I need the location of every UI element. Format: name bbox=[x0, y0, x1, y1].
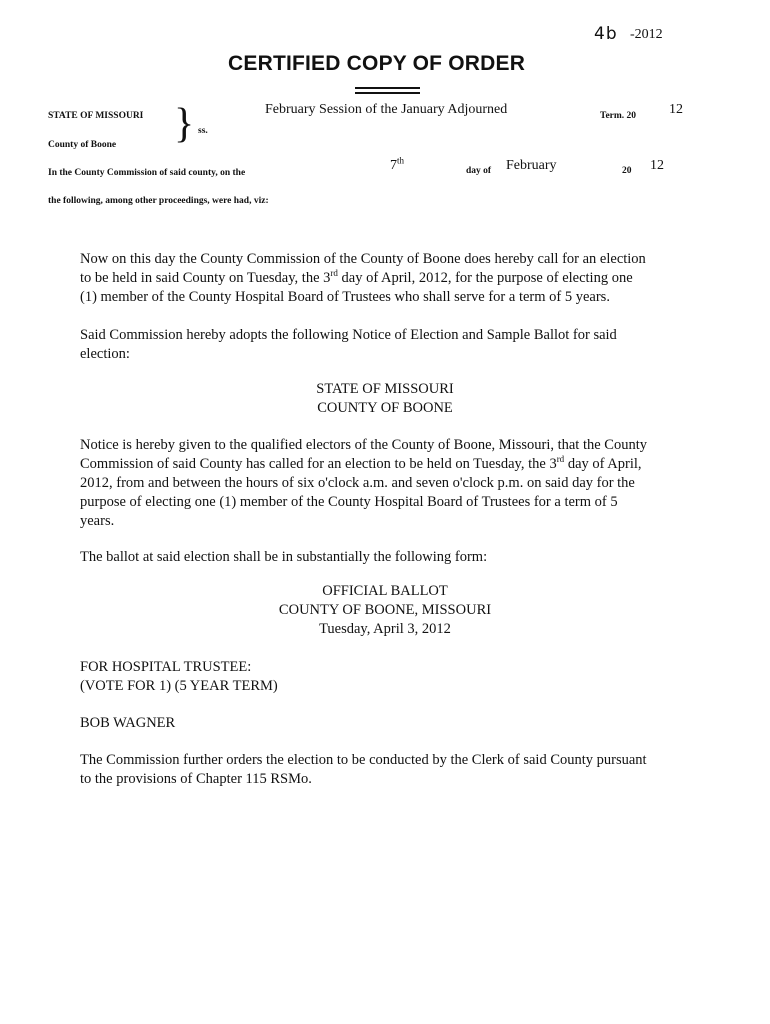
paragraph-line: to the provisions of Chapter 115 RSMo. bbox=[80, 771, 312, 787]
ballot-county: COUNTY OF BOONE, MISSOURI bbox=[278, 602, 492, 618]
line-text: day of April, bbox=[564, 456, 642, 472]
term-label: Term. 20 bbox=[600, 111, 637, 121]
paragraph-line: The Commission further orders the election to be conducted by the Clerk of said County pursuant bbox=[80, 752, 647, 768]
brace-symbol: } bbox=[174, 101, 195, 147]
paragraph-line: Notice is hereby given to the qualified electors of the County of Boone, Missouri, that the County bbox=[80, 437, 648, 453]
paragraph-line: 2012, from and between the hours of six o'clock a.m. and seven o'clock p.m. on said day for the bbox=[80, 475, 635, 491]
paragraph-line: Now on this day the County Commission of the County of Boone does hereby call for an election bbox=[80, 251, 646, 267]
day-suffix: th bbox=[397, 155, 405, 166]
county-label: County of Boone bbox=[48, 140, 117, 150]
title-underline-bottom bbox=[355, 92, 420, 94]
day-field bbox=[390, 155, 405, 174]
month-field: February bbox=[506, 158, 557, 173]
notice-county-heading: COUNTY OF BOONE bbox=[317, 400, 453, 416]
handwritten-order-number: 4b bbox=[594, 24, 618, 44]
state-label: STATE OF MISSOURI bbox=[48, 111, 144, 121]
ss-label: ss. bbox=[198, 126, 208, 136]
year-prefix-label: 20 bbox=[622, 166, 632, 176]
line-text: Commission of said County has called for an election to be held on Tuesday, the 3 bbox=[80, 456, 557, 472]
office-instructions: (VOTE FOR 1) (5 YEAR TERM) bbox=[80, 678, 278, 694]
order-year-suffix: -2012 bbox=[630, 27, 663, 42]
paragraph-line: election: bbox=[80, 346, 130, 362]
year-field: 12 bbox=[650, 158, 664, 173]
notice-paragraph bbox=[80, 436, 680, 531]
ballot-form-intro: The ballot at said election shall be in substantially the following form: bbox=[80, 549, 488, 565]
ballot-title: OFFICIAL BALLOT bbox=[322, 583, 448, 599]
election-call-paragraph bbox=[80, 250, 680, 307]
paragraph-line bbox=[80, 455, 680, 474]
line-text: to be held in said County on Tuesday, the 3 bbox=[80, 270, 331, 286]
adoption-paragraph bbox=[80, 326, 680, 364]
paragraph-line: Said Commission hereby adopts the following Notice of Election and Sample Ballot for said bbox=[80, 327, 617, 343]
ballot-date: Tuesday, April 3, 2012 bbox=[319, 621, 451, 637]
clerk-order-paragraph bbox=[80, 751, 680, 789]
paragraph-line: years. bbox=[80, 513, 115, 529]
term-year-field: 12 bbox=[669, 102, 683, 117]
candidate-name: BOB WAGNER bbox=[80, 715, 176, 731]
paragraph-line: purpose of electing one (1) member of the County Hospital Board of Trustees for a term of 5 bbox=[80, 494, 618, 510]
paragraph-line bbox=[80, 269, 680, 288]
office-title: FOR HOSPITAL TRUSTEE: bbox=[80, 659, 252, 675]
line-text: day of April, 2012, for the purpose of electing one bbox=[337, 270, 633, 286]
page-title: CERTIFIED COPY OF ORDER bbox=[228, 52, 526, 75]
ballot-office bbox=[80, 658, 680, 696]
notice-state-heading: STATE OF MISSOURI bbox=[316, 381, 454, 397]
proceedings-label: the following, among other proceedings, were had, viz: bbox=[48, 196, 269, 206]
day-number: 7 bbox=[390, 158, 397, 173]
commission-label: In the County Commission of said county, on the bbox=[48, 168, 246, 178]
title-underline-top bbox=[355, 87, 420, 89]
paragraph-line: (1) member of the County Hospital Board of Trustees who shall serve for a term of 5 years. bbox=[80, 289, 610, 305]
day-of-label: day of bbox=[466, 166, 492, 176]
session-field: February Session of the January Adjourned bbox=[265, 102, 508, 117]
ordinal-suffix: rd bbox=[556, 454, 565, 465]
ordinal-suffix: rd bbox=[330, 268, 338, 279]
